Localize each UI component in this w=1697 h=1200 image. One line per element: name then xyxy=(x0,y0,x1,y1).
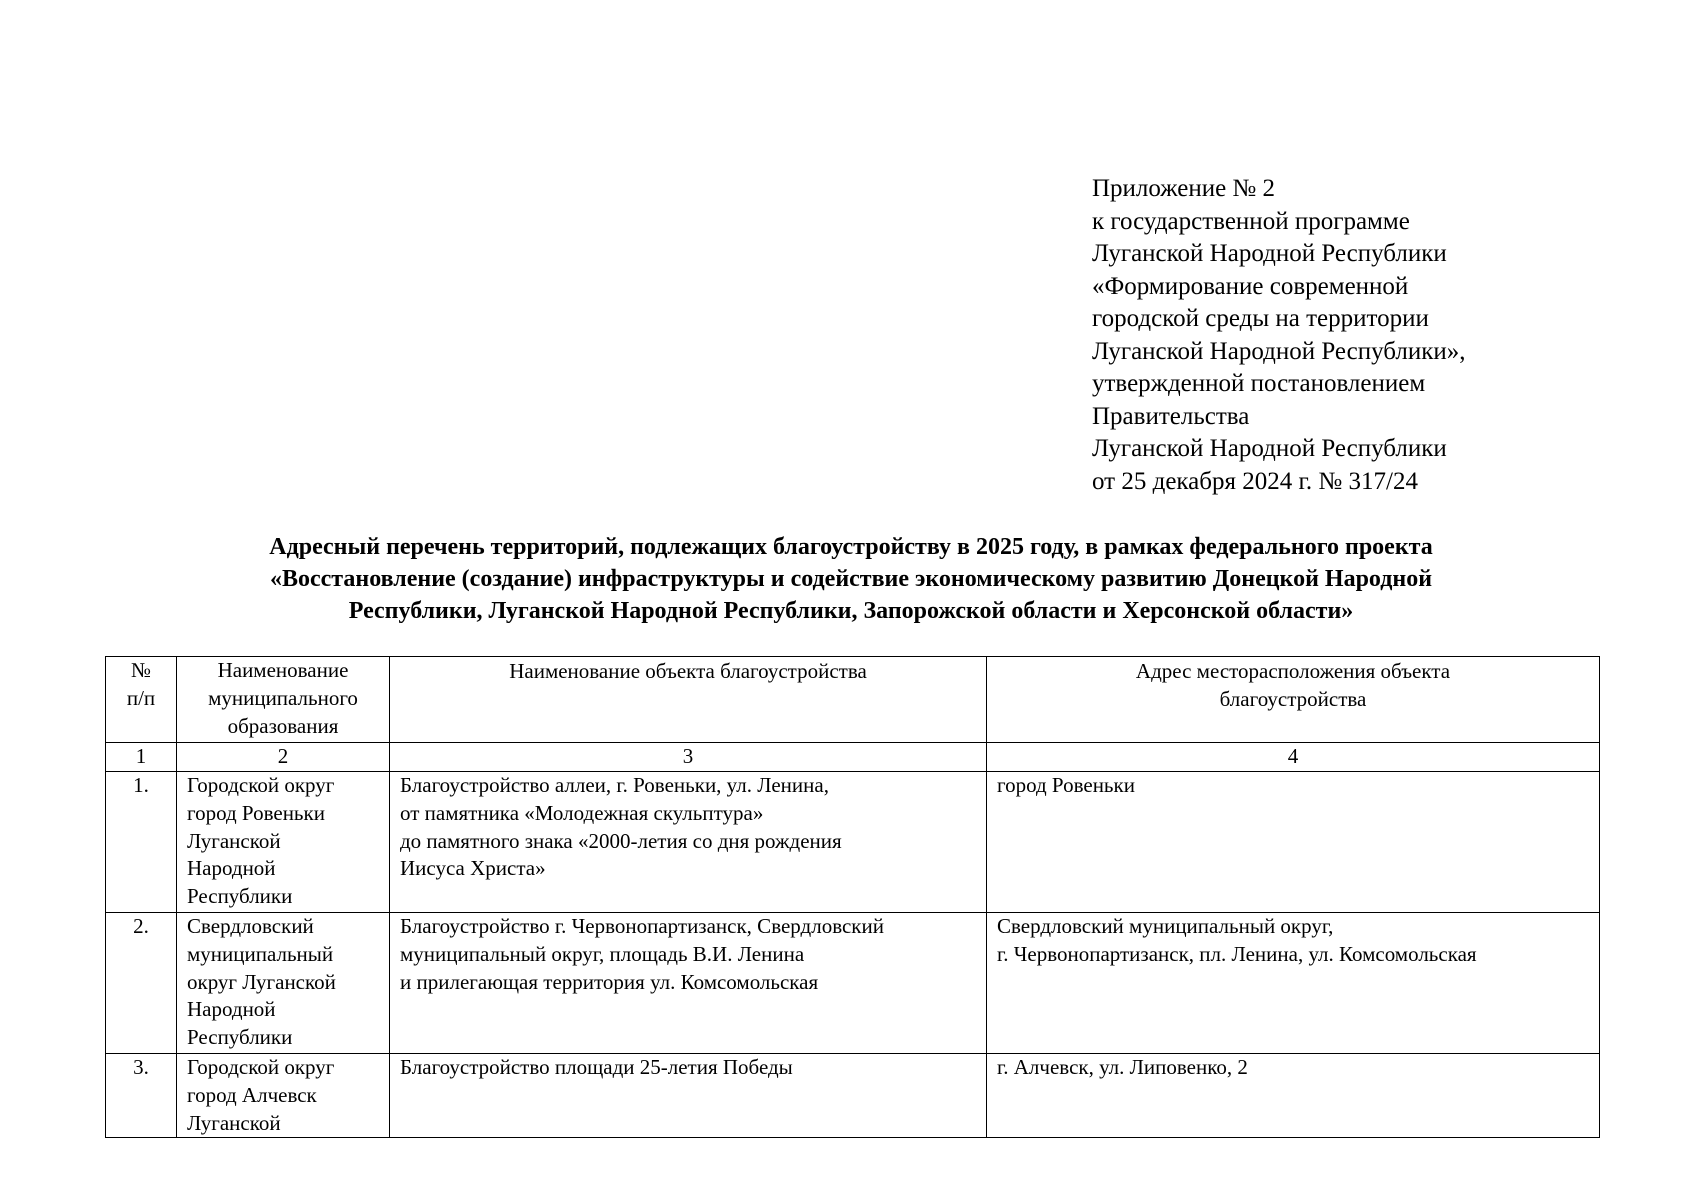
appendix-line: от 25 декабря 2024 г. № 317/24 xyxy=(1092,467,1418,495)
appendix-line: Луганской Народной Республики», xyxy=(1092,337,1466,365)
cell-text: Благоустройство г. Червонопартизанск, Свердловский xyxy=(400,914,884,938)
cell-text: город Ровеньки xyxy=(997,773,1135,797)
appendix-line: Луганской Народной Республики xyxy=(1092,435,1447,462)
cell-text: Свердловский xyxy=(187,914,314,938)
header-text: Адрес месторасположения объекта xyxy=(1135,659,1451,683)
cell-text: Народной xyxy=(187,856,276,881)
address-register-table xyxy=(105,656,1600,1138)
cell-text: г. Червонопартизанск, пл. Ленина, ул. Комсомольская xyxy=(997,941,1477,966)
appendix-line: утвержденной постановлением xyxy=(1092,370,1426,397)
column-number: 3 xyxy=(390,743,987,772)
header-text: Наименование объекта благоустройства xyxy=(509,659,867,683)
table-row xyxy=(106,1054,1600,1138)
header-text: благоустройства xyxy=(1219,686,1367,711)
title-line: Адресный перечень территорий, подлежащих благоустройству в 2025 году, в рамках федерального проекта xyxy=(269,534,1433,560)
cell-text: до памятного знака «2000-летия со дня рождения xyxy=(400,828,842,853)
cell-text: от памятника «Молодежная скульптура» xyxy=(400,800,764,825)
row-address xyxy=(987,1054,1600,1138)
cell-text: муниципальный округ, площадь В.И. Ленина xyxy=(400,941,805,966)
cell-text: Иисуса Христа» xyxy=(400,856,546,881)
cell-text: Городской округ xyxy=(187,1055,335,1079)
title-line: Республики, Луганской Народной Республики, Запорожской области и Херсонской области» xyxy=(348,598,1354,624)
header-text: муниципального xyxy=(208,685,358,710)
document-title xyxy=(106,531,1596,627)
row-object xyxy=(390,913,987,1054)
appendix-line: Правительства xyxy=(1092,402,1250,430)
appendix-line: Луганской Народной Республики xyxy=(1092,240,1447,267)
cell-text: г. Алчевск, ул. Липовенко, 2 xyxy=(997,1055,1248,1079)
row-number: 1. xyxy=(106,772,177,913)
row-municipality xyxy=(177,1054,390,1138)
column-number: 1 xyxy=(106,743,177,772)
row-number: 3. xyxy=(106,1054,177,1138)
cell-text: округ Луганской xyxy=(187,969,336,994)
cell-text: город Алчевск xyxy=(187,1082,317,1107)
cell-text: муниципальный xyxy=(187,941,334,966)
cell-text: Республики xyxy=(187,884,293,909)
row-address xyxy=(987,913,1600,1054)
cell-text: Республики xyxy=(187,1025,293,1050)
cell-text: Свердловский муниципальный округ, xyxy=(997,914,1334,938)
cell-text: Луганской xyxy=(187,828,281,853)
header-text: образования xyxy=(227,713,339,738)
row-object xyxy=(390,1054,987,1138)
cell-text: город Ровеньки xyxy=(187,800,325,825)
appendix-line: к государственной программе xyxy=(1092,207,1410,235)
header-municipality xyxy=(177,657,390,743)
header-text: Наименование xyxy=(217,658,349,682)
header-address xyxy=(987,657,1600,743)
table-row xyxy=(106,913,1600,1054)
cell-text: Народной xyxy=(187,997,276,1022)
appendix-line: «Формирование современной xyxy=(1092,272,1409,300)
column-number-row xyxy=(106,743,1600,772)
cell-text: Благоустройство аллеи, г. Ровеньки, ул. Ленина, xyxy=(400,773,829,797)
column-number: 2 xyxy=(177,743,390,772)
appendix-line: городской среды на территории xyxy=(1092,305,1429,332)
column-number: 4 xyxy=(987,743,1600,772)
title-line: «Восстановление (создание) инфраструктуры и содействие экономическому развитию Донецкой Народной xyxy=(269,566,1433,592)
table-header-row xyxy=(106,657,1600,743)
header-text: п/п xyxy=(126,685,156,710)
row-address xyxy=(987,772,1600,913)
appendix-line: Приложение № 2 xyxy=(1092,175,1276,202)
appendix-block xyxy=(1092,173,1466,498)
row-number: 2. xyxy=(106,913,177,1054)
row-object xyxy=(390,772,987,913)
header-number xyxy=(106,657,177,743)
table-row xyxy=(106,772,1600,913)
header-object xyxy=(390,657,987,743)
cell-text: Луганской xyxy=(187,1110,281,1135)
cell-text: Благоустройство площади 25-летия Победы xyxy=(400,1055,793,1079)
cell-text: Городской округ xyxy=(187,773,335,797)
cell-text: и прилегающая территория ул. Комсомольская xyxy=(400,969,819,994)
row-municipality xyxy=(177,913,390,1054)
row-municipality xyxy=(177,772,390,913)
header-text: № xyxy=(130,658,152,682)
